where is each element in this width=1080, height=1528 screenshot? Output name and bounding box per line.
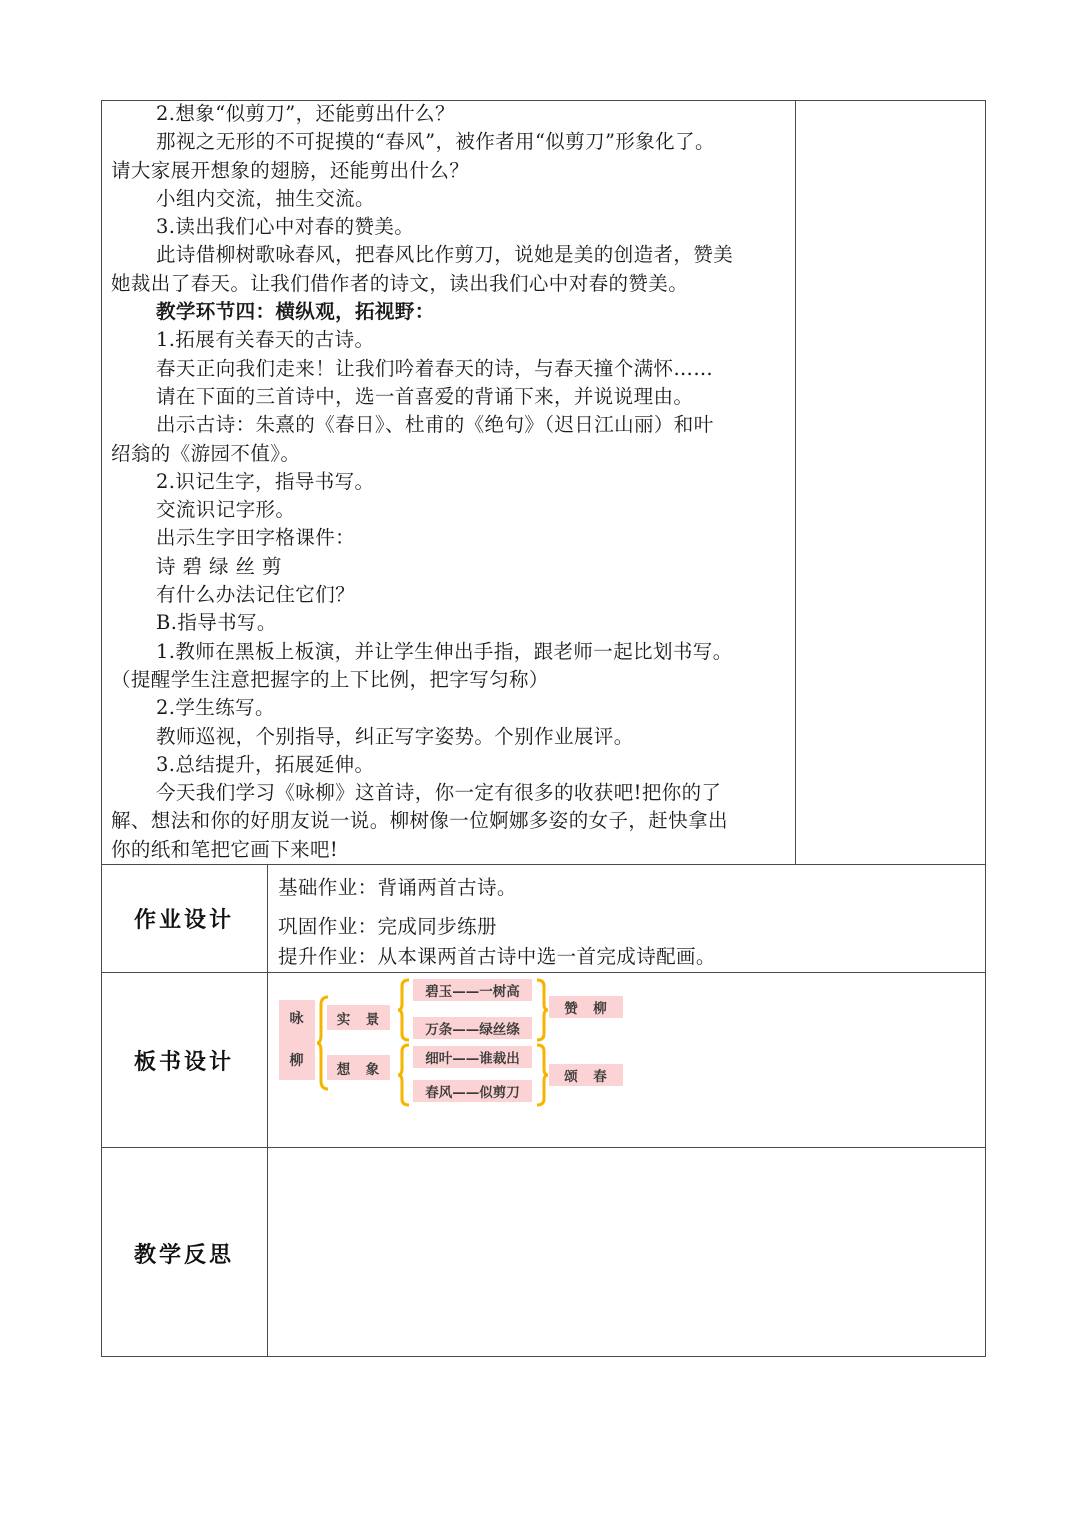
text-line: 2.识记生字，指导书写。 (156, 469, 375, 493)
text-line: 3.读出我们心中对春的赞美。 (156, 215, 415, 239)
text-line: 那视之无形的不可捉摸的“春风”，被作者用“似剪刀”形象化了。 (156, 130, 715, 154)
table-border-left (101, 100, 102, 1357)
homework-consolidate: 巩固作业：完成同步练册 (278, 915, 497, 938)
text-line: 请大家展开想象的翅膀，还能剪出什么？ (111, 158, 470, 182)
text-line: （提醒学生注意把握字的上下比例，把字写匀称） (111, 667, 549, 691)
notes-column-divider (795, 100, 796, 864)
label-column-divider (267, 864, 268, 1357)
board-title-box (279, 1000, 315, 1080)
board-imagine: 想 象 (327, 1055, 390, 1080)
text-line: 你的纸和笔把它画下来吧! (111, 837, 339, 861)
text-line: 此诗借柳树歌咏春风，把春风比作剪刀，说她是美的创造者，赞美 (156, 243, 734, 267)
board-title-top: 咏 (289, 1011, 305, 1027)
table-border-bottom (101, 1356, 986, 1357)
text-line: 绍翁的《游园不值》。 (111, 441, 301, 465)
board-title-bottom: 柳 (289, 1053, 305, 1069)
teaching-process-text (111, 100, 791, 864)
text-line: B.指导书写。 (156, 611, 277, 635)
row-divider-homework (101, 864, 986, 865)
board-item-1: 碧玉——一树高 (413, 979, 532, 1001)
text-line: 诗 碧 绿 丝 剪 (156, 554, 282, 578)
board-item-3: 细叶——谁裁出 (413, 1046, 532, 1068)
text-line: 请在下面的三首诗中，选一首喜爱的背诵下来，并说说理由。 (156, 384, 694, 408)
text-line: 小组内交流，抽生交流。 (156, 186, 375, 210)
text-line: 今天我们学习《咏柳》这首诗，你一定有很多的收获吧!把你的了 (156, 781, 722, 805)
brace-imagine (397, 1043, 411, 1107)
table-border-right (985, 100, 986, 1357)
brace-real-scene (397, 978, 411, 1042)
brace-right-real (535, 978, 549, 1042)
homework-basic: 基础作业：背诵两首古诗。 (278, 876, 517, 899)
text-line: 教学环节四：横纵观，拓视野： (156, 300, 435, 324)
text-line: 春天正向我们走来！让我们吟着春天的诗，与春天撞个满怀…… (156, 356, 714, 380)
text-line: 出示生字田字格课件： (156, 526, 356, 550)
text-line: 交流识记字形。 (156, 498, 296, 522)
row-divider-reflection (101, 1147, 986, 1148)
text-line: 2.学生练写。 (156, 696, 275, 720)
homework-improve: 提升作业：从本课两首古诗中选一首完成诗配画。 (278, 945, 716, 968)
text-line: 3.总结提升，拓展延伸。 (156, 752, 375, 776)
board-praise-spring: 颂 春 (549, 1064, 623, 1086)
text-line: 2.想象“似剪刀”，还能剪出什么？ (156, 102, 455, 125)
board-real-scene: 实 景 (327, 1005, 390, 1030)
text-line: 1.教师在黑板上板演，并让学生伸出手指，跟老师一起比划书写。 (156, 639, 733, 663)
reflection-label: 教学反思 (133, 1243, 234, 1268)
brace-right-imagine (535, 1043, 549, 1107)
text-line: 教师巡视，个别指导，纠正写字姿势。个别作业展评。 (156, 724, 634, 748)
board-item-4: 春风——似剪刀 (413, 1080, 532, 1102)
row-divider-board (101, 972, 986, 973)
text-line: 出示古诗：朱熹的《春日》、杜甫的《绝句》（迟日江山丽）和叶 (156, 413, 714, 437)
homework-label: 作业设计 (133, 908, 234, 933)
board-item-2: 万条——绿丝绦 (413, 1017, 532, 1039)
text-line: 解、想法和你的好朋友说一说。柳树像一位婀娜多姿的女子，赶快拿出 (111, 809, 728, 833)
text-line: 1.拓展有关春天的古诗。 (156, 328, 375, 352)
text-line: 有什么办法记住它们？ (156, 583, 356, 607)
board-praise-willow: 赞 柳 (549, 996, 623, 1018)
text-line: 她裁出了春天。让我们借作者的诗文，读出我们心中对春的赞美。 (111, 271, 689, 295)
board-design-label: 板书设计 (133, 1050, 234, 1075)
